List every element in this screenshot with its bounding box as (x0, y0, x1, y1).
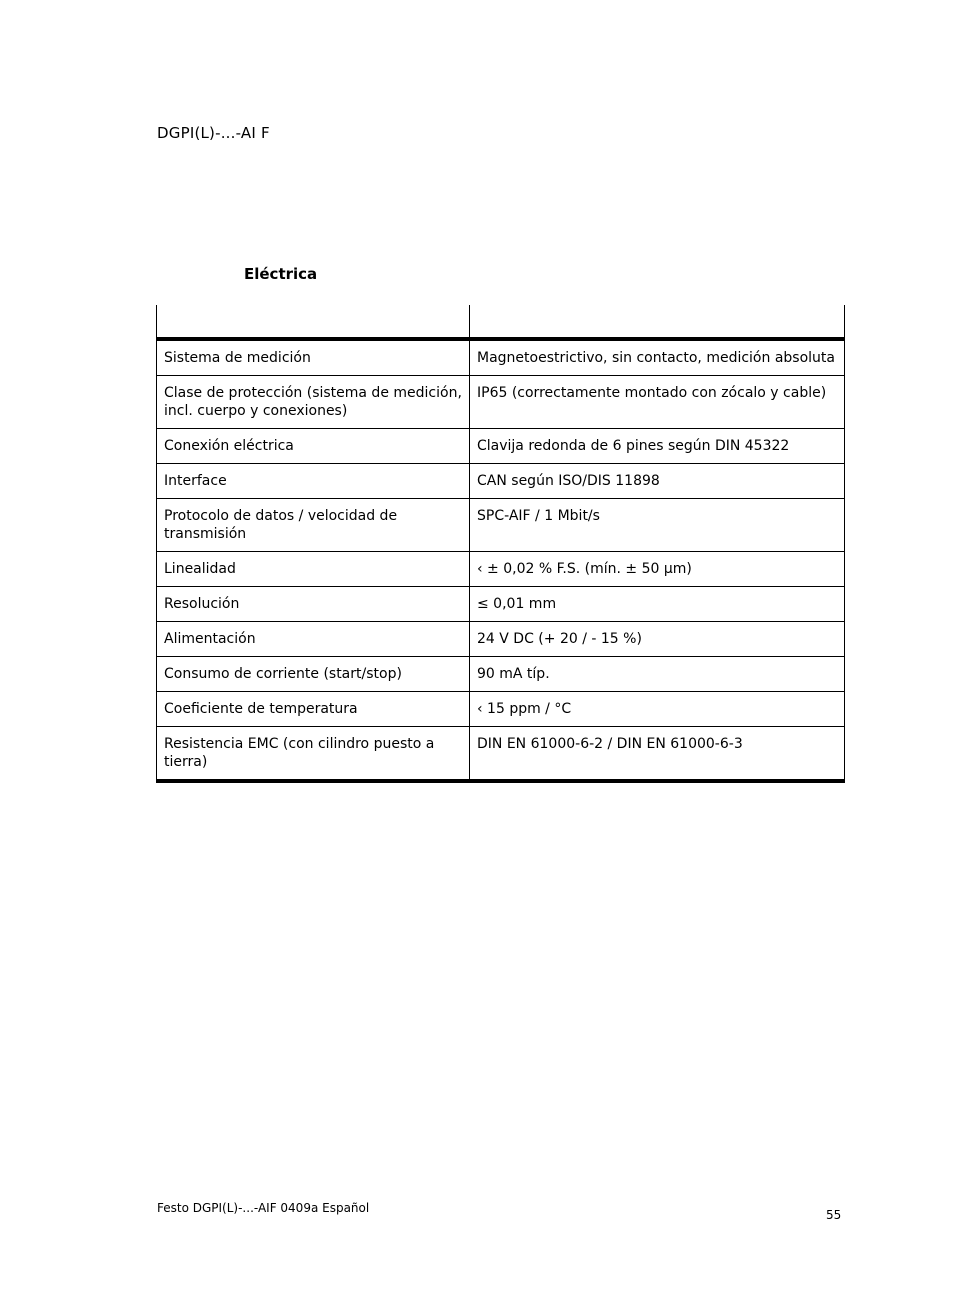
value-cell: IP65 (correctamente montado con zócalo y cable) (470, 376, 845, 429)
table-header-row (157, 305, 845, 339)
param-cell: Linealidad (157, 552, 470, 587)
table-row (157, 499, 845, 552)
value-cell: ≤ 0,01 mm (470, 587, 845, 622)
table-header-cell (157, 305, 470, 339)
param-cell: Protocolo de datos / velocidad de transmisión (157, 499, 470, 552)
param-cell: Resolución (157, 587, 470, 622)
param-cell: Interface (157, 464, 470, 499)
table-header-cell (470, 305, 845, 339)
table-row (157, 429, 845, 464)
value-cell: ‹ 15 ppm / °C (470, 692, 845, 727)
value-cell: CAN según ISO/DIS 11898 (470, 464, 845, 499)
value-cell: DIN EN 61000-6-2 / DIN EN 61000-6-3 (470, 727, 845, 782)
param-cell: Alimentación (157, 622, 470, 657)
table-row (157, 376, 845, 429)
value-cell: Clavija redonda de 6 pines según DIN 45322 (470, 429, 845, 464)
param-cell: Resistencia EMC (con cilindro puesto a tierra) (157, 727, 470, 782)
param-cell: Sistema de medición (157, 339, 470, 376)
value-cell: SPC-AIF / 1 Mbit/s (470, 499, 845, 552)
value-cell: ‹ ± 0,02 % F.S. (mín. ± 50 µm) (470, 552, 845, 587)
section-title: Eléctrica (244, 265, 318, 283)
param-cell: Clase de protección (sistema de medición, incl. cuerpo y conexiones) (157, 376, 470, 429)
table-row (157, 657, 845, 692)
footer-document-label: Festo DGPI(L)-...-AIF 0409a Español (157, 1201, 370, 1215)
table-row (157, 622, 845, 657)
table-row (157, 692, 845, 727)
param-cell: Conexión eléctrica (157, 429, 470, 464)
value-cell: Magnetoestrictivo, sin contacto, medición absoluta (470, 339, 845, 376)
table-row (157, 464, 845, 499)
table-row (157, 727, 845, 782)
value-cell: 90 mA típ. (470, 657, 845, 692)
specifications-table (156, 305, 845, 783)
table-row (157, 587, 845, 622)
running-header: DGPI(L)-...-AI F (157, 124, 270, 142)
value-cell: 24 V DC (+ 20 / - 15 %) (470, 622, 845, 657)
param-cell: Consumo de corriente (start/stop) (157, 657, 470, 692)
page-number: 55 (826, 1208, 842, 1222)
table-row (157, 552, 845, 587)
param-cell: Coeficiente de temperatura (157, 692, 470, 727)
table-row (157, 339, 845, 376)
